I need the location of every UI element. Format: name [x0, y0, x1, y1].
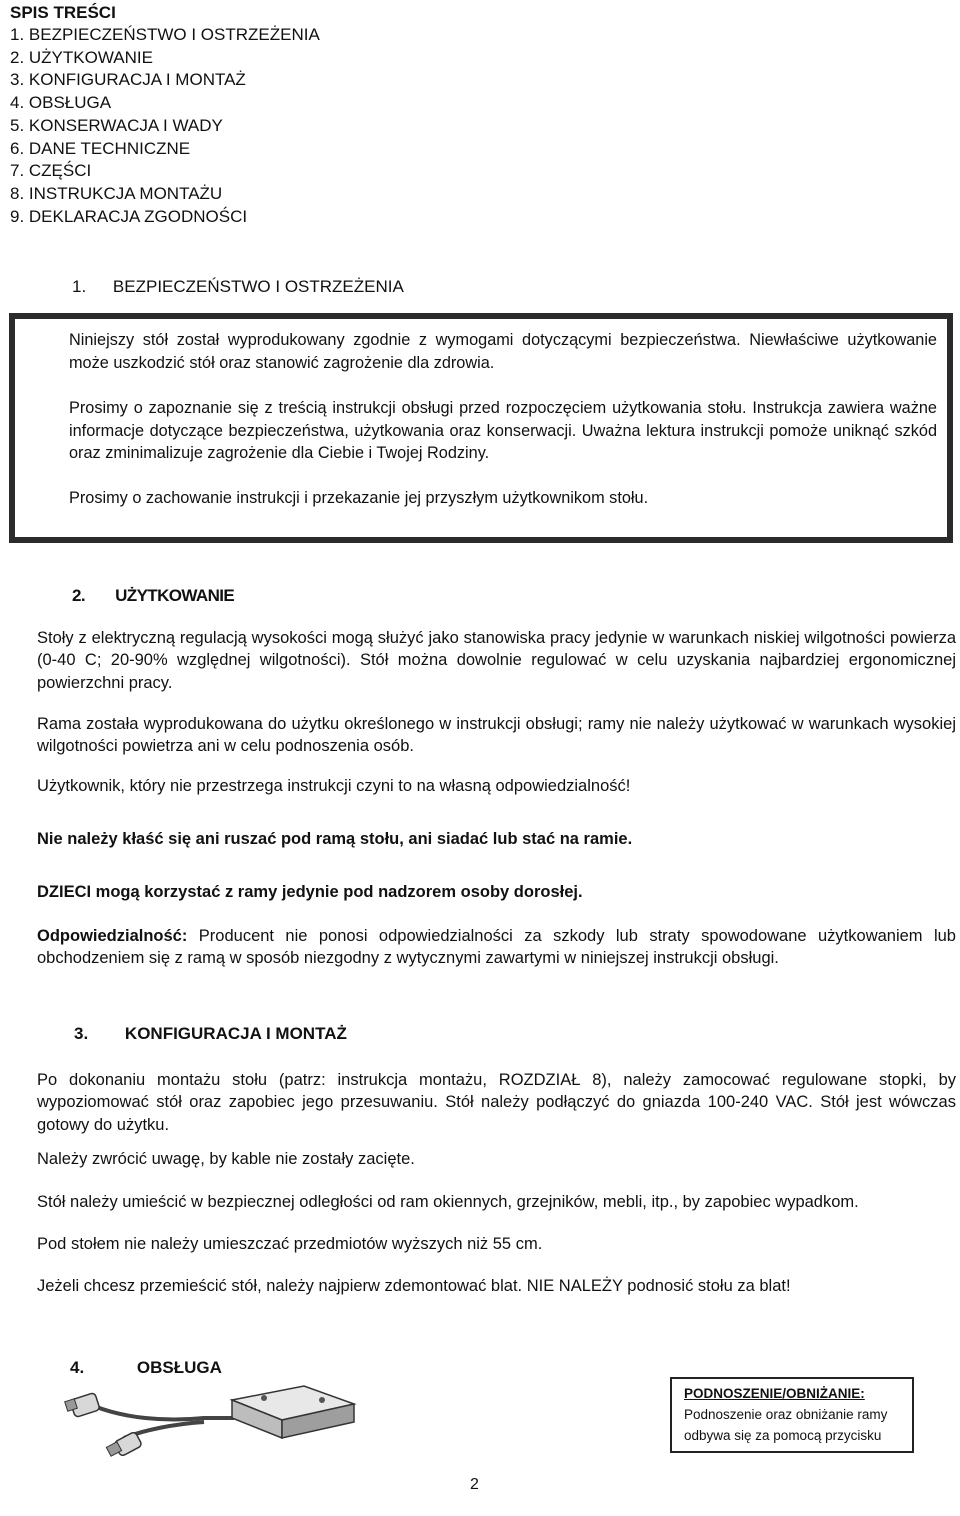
note-line: odbywa się za pomocą przycisku — [684, 1428, 882, 1443]
toc-item: 9. DEKLARACJA ZGODNOŚCI — [10, 206, 248, 226]
setup-paragraph: Po dokonaniu montażu stołu (patrz: instrukcja montażu, ROZDZIAŁ 8), należy zamocować regulowane stopki, by wypoziomować stół oraz zapobiec jego przesuwaniu. Stół należy podłączyć do gniazda 100-240 VAC. Stół jest wówczas gotowy do użytku. — [37, 1071, 956, 1134]
section-4-title: OBSŁUGA — [136, 1358, 222, 1377]
toc-item: 6. DANE TECHNICZNE — [10, 138, 191, 158]
safety-paragraph: Niniejszy stół został wyprodukowany zgodnie z wymogami dotyczącymi bezpieczeństwa. Niewłaściwe użytkowanie może uszkodzić stół oraz stanowić zagrożenie dla zdrowia. — [69, 331, 937, 372]
setup-paragraph: Jeżeli chcesz przemieścić stół, należy najpierw zdemontować blat. NIE NALEŻY podnosić stołu za blat! — [37, 1277, 791, 1295]
toc-item: 1. BEZPIECZEŃSTWO I OSTRZEŻENIA — [10, 25, 320, 44]
safety-warning-box — [9, 313, 953, 543]
safety-paragraph: Prosimy o zapoznanie się z treścią instrukcji obsługi przed rozpoczęciem użytkowania stołu. Instrukcja zawiera ważne informacje dotyczące bezpieczeństwa, użytkowania oraz konserwacji. Uważna lektura instrukcji pomoże uniknąć szkód oraz zminimalizuje zagrożenie dla Ciebie i Twojej Rodziny. — [69, 399, 937, 462]
setup-paragraph: Pod stołem nie należy umieszczać przedmiotów wyższych niż 55 cm. — [37, 1235, 543, 1253]
section-3-number: 3. — [74, 1024, 89, 1043]
children-warning: DZIECI mogą korzystać z ramy jedynie pod nadzorem osoby dorosłej. — [37, 883, 583, 901]
safety-paragraph: Prosimy o zachowanie instrukcji i przekazanie jej przyszłym użytkownikom stołu. — [69, 489, 649, 507]
toc-list — [10, 24, 320, 228]
raise-lower-note — [670, 1377, 914, 1453]
toc-item: 5. KONSERWACJA I WADY — [10, 115, 223, 135]
toc-item: 3. KONFIGURACJA I MONTAŻ — [10, 70, 246, 90]
section-4-number: 4. — [70, 1358, 85, 1377]
toc-item: 2. UŻYTKOWANIE — [10, 47, 153, 67]
note-line: Podnoszenie oraz obniżanie ramy — [684, 1407, 888, 1422]
section-3-heading — [74, 1024, 347, 1044]
note-title: PODNOSZENIE/OBNIŻANIE: — [684, 1386, 865, 1401]
page-number: 2 — [470, 1476, 479, 1493]
toc-item: 7. CZĘŚCI — [10, 161, 92, 181]
usage-paragraph: Stoły z elektryczną regulacją wysokości mogą służyć jako stanowiska pracy jedynie w warunkach niskiej wilgotności powierza (0-40 C; 20-90% względnej wilgotności). Stół można dowolnie regulować w celu uzyskania najbardziej ergonomicznej powierzchni pracy. — [37, 629, 956, 692]
section-1-number: 1. — [72, 277, 87, 296]
section-3-title: KONFIGURACJA I MONTAŻ — [124, 1024, 347, 1043]
toc-item: 4. OBSŁUGA — [10, 93, 112, 113]
section-2-title: UŻYTKOWANIE — [115, 586, 235, 605]
section-1-title: BEZPIECZEŃSTWO I OSTRZEŻENIA — [112, 277, 404, 296]
usage-warning: Nie należy kłaść się ani ruszać pod ramą stołu, ani siadać lub stać na ramie. — [37, 830, 633, 848]
usage-paragraph: Użytkownik, który nie przestrzega instrukcji czyni to na własną odpowiedzialność! — [37, 777, 631, 795]
setup-paragraph: Stół należy umieścić w bezpiecznej odległości od ram okiennych, grzejników, mebli, itp., by zapobiec wypadkom. — [37, 1193, 859, 1211]
liability-label: Odpowiedzialność: — [37, 927, 188, 945]
section-4-heading — [70, 1358, 222, 1378]
usage-paragraph: Rama została wyprodukowana do użytku określonego w instrukcji obsługi; ramy nie należy użytkować w warunkach wysokiej wilgotności powietrza ani w celu podnoszenia osób. — [37, 715, 956, 756]
control-box-illustration — [64, 1378, 364, 1478]
liability-text: Producent nie ponosi odpowiedzialności za szkody lub straty spowodowane użytkowaniem lub obchodzeniem się z ramą w sposób niezgodny z wytycznymi zawartymi w niniejszej instrukcji obsługi. — [37, 927, 956, 968]
toc-title: SPIS TREŚCI — [10, 3, 116, 22]
section-1-heading — [72, 277, 404, 297]
section-2-heading — [72, 586, 234, 606]
toc-item: 8. INSTRUKCJA MONTAŻU — [10, 183, 223, 203]
section-2-number: 2. — [72, 586, 85, 605]
liability-paragraph — [37, 925, 956, 970]
setup-paragraph: Należy zwrócić uwagę, by kable nie zostały zacięte. — [37, 1150, 415, 1168]
